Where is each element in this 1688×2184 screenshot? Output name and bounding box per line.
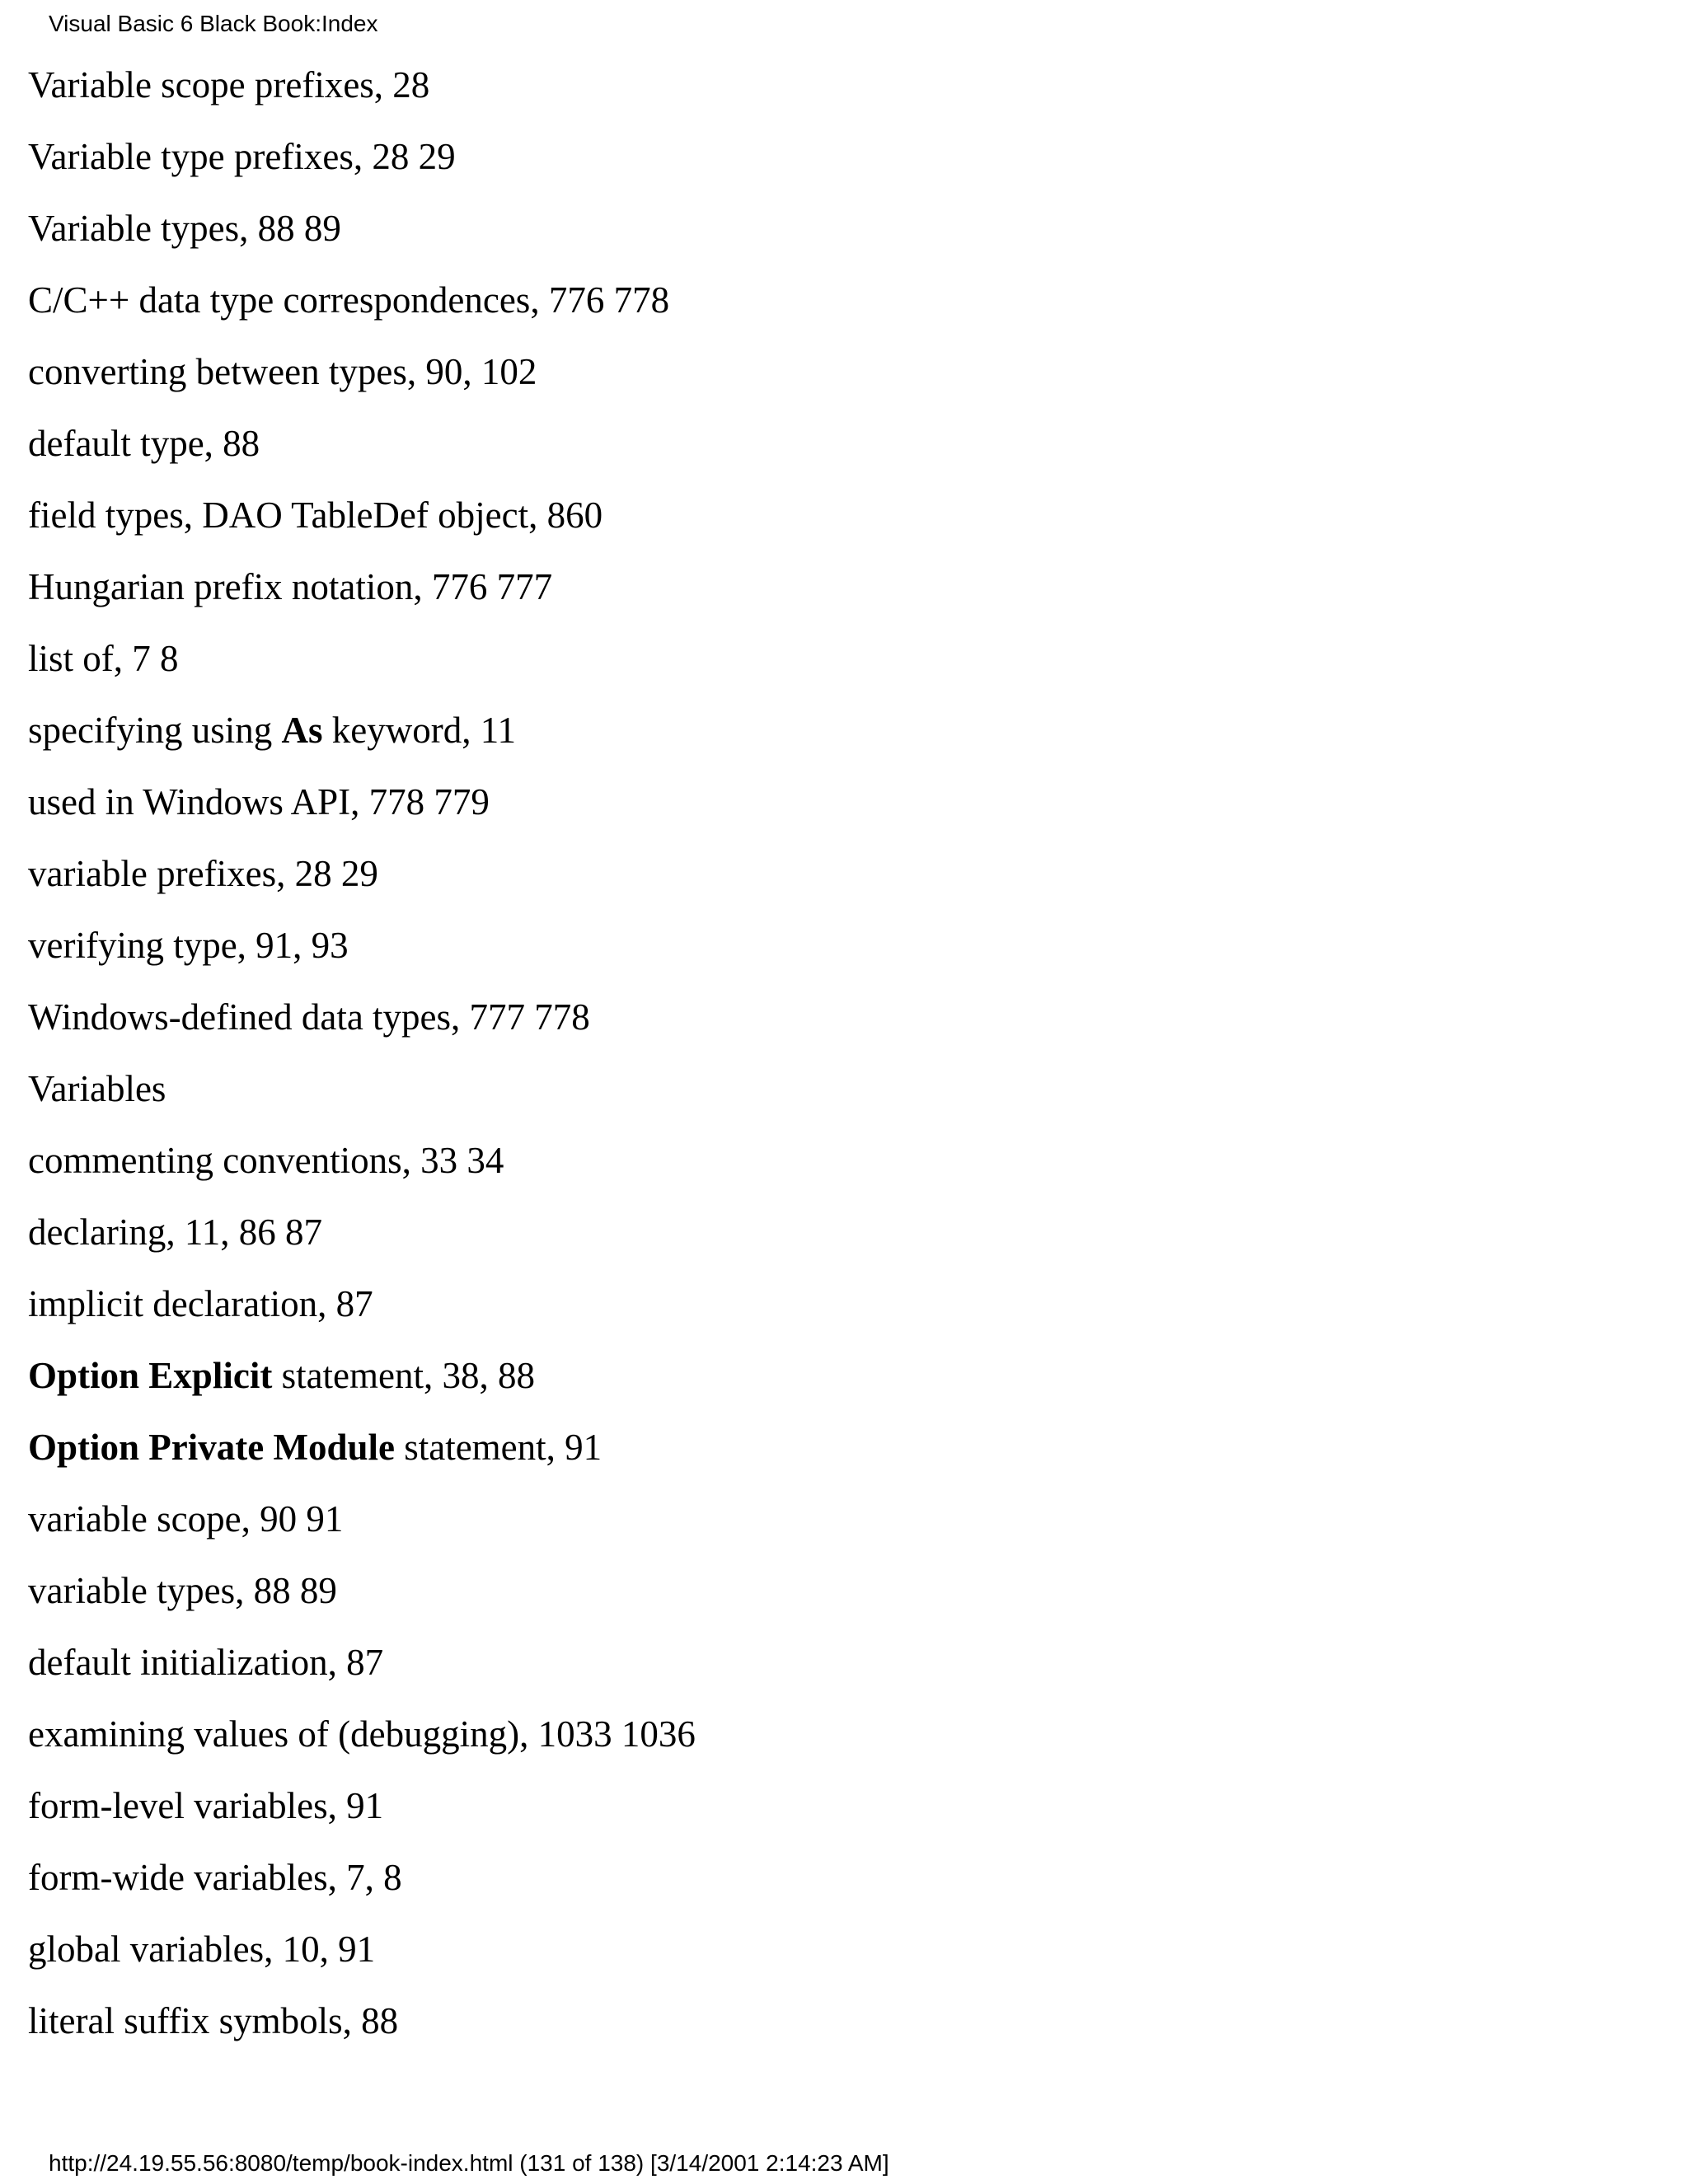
- page-header: Visual Basic 6 Black Book:Index: [49, 11, 378, 36]
- entry-text: literal suffix symbols, 88: [28, 2000, 399, 2041]
- index-entry: [28, 1985, 696, 2057]
- entry-text: used in Windows API, 778 779: [28, 781, 490, 823]
- entry-text: implicit declaration, 87: [28, 1283, 373, 1324]
- entry-text: verifying type, 91, 93: [28, 925, 349, 966]
- index-entry: [28, 480, 696, 551]
- index-entry: [28, 1412, 696, 1483]
- entry-bold-keyword: As: [281, 710, 323, 751]
- index-entry: [28, 1770, 696, 1842]
- entry-text: Hungarian prefix notation, 776 777: [28, 566, 553, 607]
- entry-text: variable types, 88 89: [28, 1570, 337, 1611]
- entry-text: commenting conventions, 33 34: [28, 1140, 504, 1181]
- index-entry: [28, 193, 696, 265]
- entry-text: field types, DAO TableDef object, 860: [28, 494, 603, 536]
- index-heading: [28, 1053, 696, 1125]
- index-entry: [28, 1125, 696, 1197]
- entry-text: Variable type prefixes, 28 29: [28, 136, 456, 177]
- entry-text: converting between types, 90, 102: [28, 351, 537, 392]
- index-entry: [28, 838, 696, 910]
- index-entry: [28, 1914, 696, 1985]
- entry-text: default type, 88: [28, 423, 260, 464]
- entry-text: Variable scope prefixes, 28: [28, 64, 430, 105]
- entry-text: variable prefixes, 28 29: [28, 853, 378, 894]
- index-entry: [28, 1340, 696, 1412]
- entry-text: Variable types, 88 89: [28, 208, 341, 249]
- entry-bold-keyword: Option Private Module: [28, 1427, 395, 1468]
- entry-text: variable scope, 90 91: [28, 1498, 344, 1540]
- index-entry: [28, 910, 696, 982]
- index-entry: [28, 982, 696, 1053]
- entry-text: default initialization, 87: [28, 1642, 384, 1683]
- entry-text: C/C++ data type correspondences, 776 778: [28, 279, 670, 321]
- index-entry: [28, 1268, 696, 1340]
- index-entry: [28, 1627, 696, 1699]
- index-entry: [28, 695, 696, 766]
- index-entry: [28, 121, 696, 193]
- entry-text: Windows-defined data types, 777 778: [28, 996, 590, 1038]
- index-entry: [28, 49, 696, 121]
- index-entry: [28, 1555, 696, 1627]
- index-entry: [28, 1842, 696, 1914]
- index-entry-list: [28, 49, 696, 2057]
- entry-bold-keyword: Option Explicit: [28, 1355, 273, 1396]
- index-entry: [28, 623, 696, 695]
- entry-text: examining values of (debugging), 1033 1036: [28, 1713, 696, 1755]
- entry-text: list of, 7 8: [28, 638, 179, 679]
- index-entry: [28, 1483, 696, 1555]
- entry-text: keyword, 11: [322, 710, 517, 751]
- index-entry: [28, 336, 696, 408]
- entry-text: statement, 38, 88: [272, 1355, 536, 1396]
- index-entry: [28, 1699, 696, 1770]
- entry-text: declaring, 11, 86 87: [28, 1212, 322, 1253]
- index-entry: [28, 551, 696, 623]
- page-footer-url: http://24.19.55.56:8080/temp/book-index.html (131 of 138) [3/14/2001 2:14:23 AM]: [49, 2150, 889, 2176]
- entry-text: statement, 91: [394, 1427, 603, 1468]
- entry-prefix-text: specifying using: [28, 710, 282, 751]
- entry-text: global variables, 10, 91: [28, 1929, 376, 1970]
- entry-text: Variables: [28, 1068, 166, 1109]
- entry-text: form-level variables, 91: [28, 1785, 384, 1826]
- entry-text: form-wide variables, 7, 8: [28, 1857, 402, 1898]
- index-entry: [28, 408, 696, 480]
- index-entry: [28, 766, 696, 838]
- index-entry: [28, 265, 696, 336]
- index-entry: [28, 1197, 696, 1268]
